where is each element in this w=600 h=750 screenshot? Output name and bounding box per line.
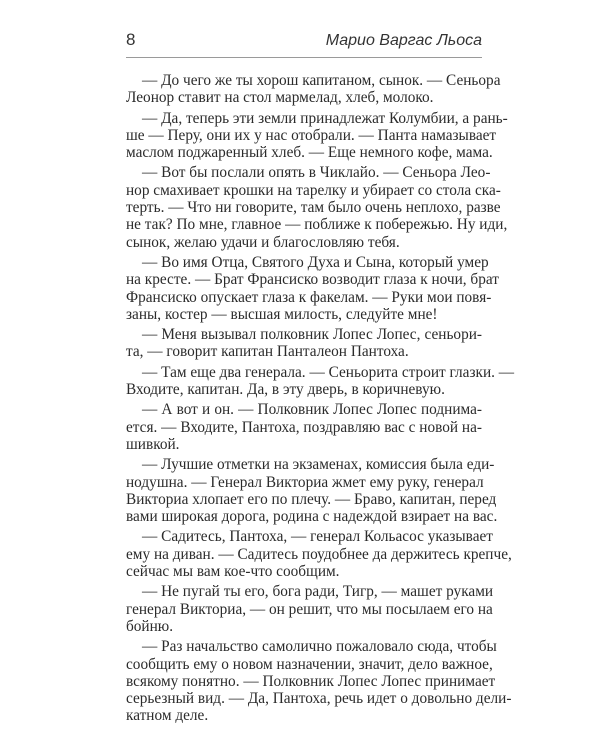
text-line: Леонор ставит на стол мармелад, хлеб, молоко. bbox=[126, 89, 434, 107]
text-line: — Лучшие отметки на экзаменах, комиссия была еди- bbox=[142, 456, 495, 474]
paragraph bbox=[126, 456, 498, 526]
text-line: генерал Викториа, — он решит, что мы посылаем его на bbox=[126, 600, 493, 618]
text-line: серьезный вид. — Да, Пантоха, речь идет о довольно дели- bbox=[126, 690, 512, 708]
text-line: — Вот бы послали опять в Чиклайо. — Сеньора Лео- bbox=[142, 164, 491, 182]
header-rule bbox=[126, 57, 482, 58]
text-line: шивкой. bbox=[126, 435, 180, 453]
text-line: — Да, теперь эти земли принадлежат Колумбии, а рань- bbox=[142, 109, 508, 127]
text-line: — Меня вызывал полковник Лопес Лопес, сеньори- bbox=[142, 326, 482, 344]
paragraph bbox=[126, 72, 501, 107]
text-line: та, — говорит капитан Панталеон Пантоха. bbox=[126, 343, 409, 361]
text-line: Франсиско опускает глаза к факелам. — Руки мои повя- bbox=[126, 288, 492, 306]
text-line: вами широкая дорога, родина с надеждой взирает на вас. bbox=[126, 508, 498, 526]
text-line: — Там еще два генерала. — Сеньорита строит глазки. — bbox=[142, 363, 515, 381]
paragraph bbox=[126, 326, 482, 361]
text-line: не так? По мне, главное — поближе к побережью. Ну иди, bbox=[126, 216, 508, 234]
text-line: ему на диван. — Садитесь поудобнее да держитесь крепче, bbox=[126, 545, 512, 563]
paragraph bbox=[126, 253, 499, 323]
text-line: сынок, желаю удачи и благословляю тебя. bbox=[126, 233, 400, 251]
paragraph bbox=[126, 363, 515, 399]
text-line: — А вот и он. — Полковник Лопес Лопес поднима- bbox=[142, 401, 482, 419]
text-line: Входите, капитан. Да, в эту дверь, в коричневую. bbox=[126, 381, 445, 399]
page-header bbox=[126, 30, 482, 54]
text-line: Викториа хлопает его по плечу. — Браво, капитан, перед bbox=[126, 490, 497, 508]
body-text bbox=[126, 72, 515, 725]
text-line: бойню. bbox=[126, 617, 174, 635]
text-line: на кресте. — Брат Франсиско возводит глаза к ночи, брат bbox=[126, 271, 499, 289]
book-page bbox=[126, 30, 515, 728]
text-line: — Садитесь, Пантоха, — генерал Кольасос указывает bbox=[142, 528, 493, 546]
running-head-author: Марио Варгас Льоса bbox=[325, 32, 482, 49]
text-line: нор смахивает крошки на тарелку и убирает со стола ска- bbox=[126, 181, 501, 199]
paragraph bbox=[126, 401, 482, 453]
text-line: сейчас мы вам кое-что сообщим. bbox=[126, 563, 340, 581]
paragraph bbox=[126, 528, 512, 581]
text-line: ше — Перу, они их у нас отобрали. — Панта намазывает bbox=[126, 126, 497, 144]
paragraph bbox=[126, 164, 508, 251]
text-line: катном деле. bbox=[126, 707, 209, 725]
text-line: — До чего же ты хорош капитаном, сынок. — Сеньора bbox=[142, 72, 501, 89]
paragraph bbox=[126, 109, 508, 162]
page-number: 8 bbox=[126, 30, 136, 49]
text-line: — Раз начальство самолично пожаловало сюда, чтобы bbox=[142, 638, 497, 656]
text-line: сообщить ему о новом назначении, значит, дело важное, bbox=[126, 655, 493, 673]
paragraph bbox=[126, 583, 494, 635]
text-line: ется. — Входите, Пантоха, поздравляю вас с новой на- bbox=[126, 418, 482, 436]
paragraph bbox=[126, 638, 512, 725]
text-line: заны, костер — высшая милость, следуйте мне! bbox=[126, 305, 438, 323]
text-line: всякому понятно. — Полковник Лопес Лопес принимает bbox=[126, 672, 496, 690]
text-line: нодушна. — Генерал Викториа жмет ему руку, генерал bbox=[126, 473, 484, 491]
text-line: — Не пугай ты его, бога ради, Тигр, — машет руками bbox=[142, 583, 494, 601]
text-line: терть. — Что ни говорите, там было очень неплохо, разве bbox=[126, 199, 501, 217]
text-line: — Во имя Отца, Святого Духа и Сына, который умер bbox=[142, 253, 489, 271]
text-line: маслом поджаренный хлеб. — Еще немного кофе, мама. bbox=[126, 144, 493, 162]
